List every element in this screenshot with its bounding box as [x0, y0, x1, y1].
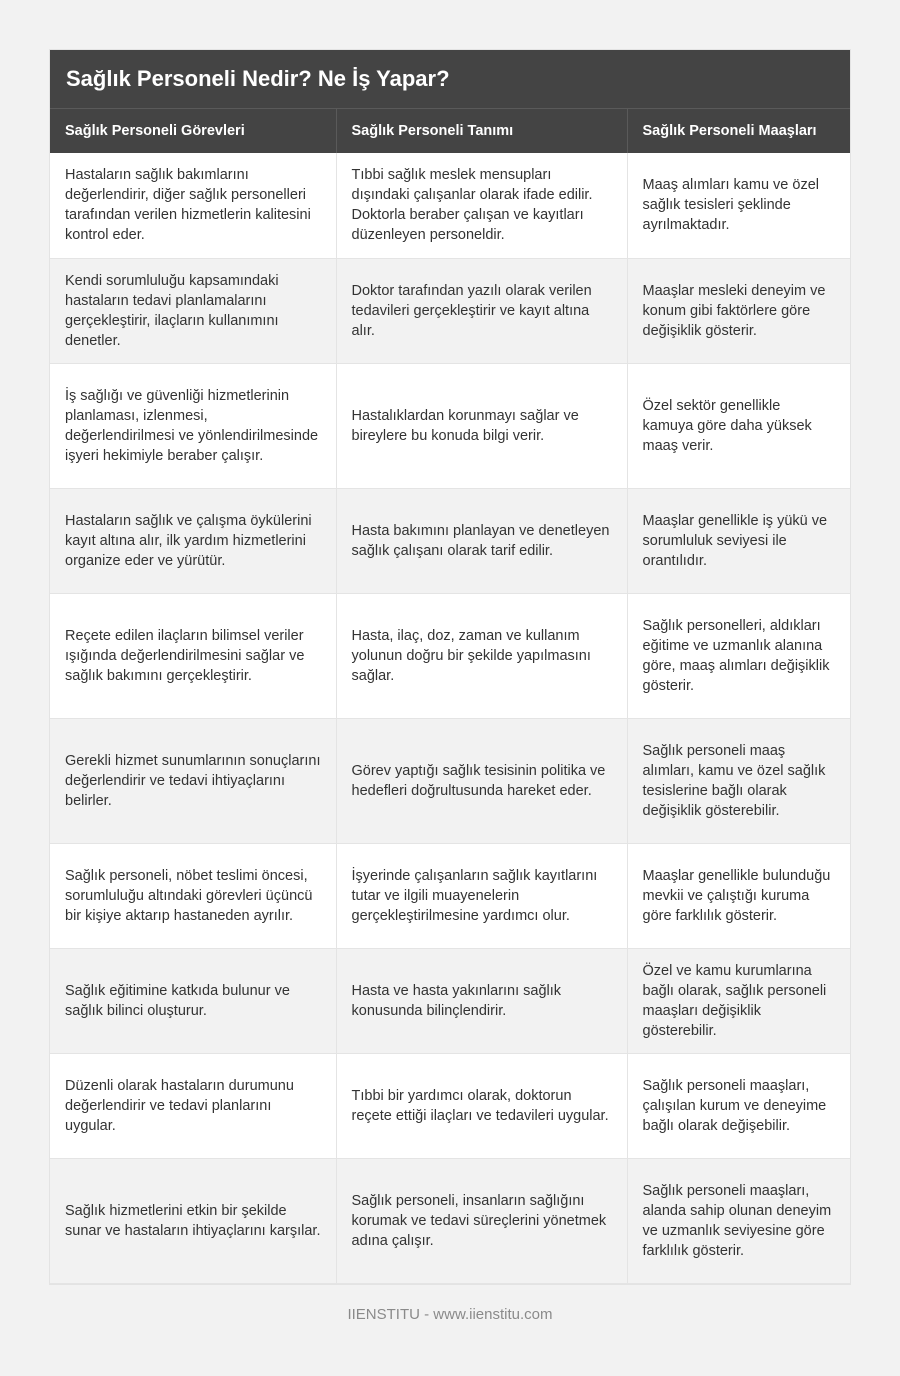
table-row	[50, 488, 850, 593]
table-row	[50, 258, 850, 363]
table-cell: Hastalıklardan korunmayı sağlar ve bireylere bu konuda bilgi verir.	[336, 363, 627, 488]
table-cell: Özel ve kamu kurumlarına bağlı olarak, sağlık personeli maaşları değişiklik gösterebilir.	[627, 948, 850, 1053]
table-cell: Hastaların sağlık bakımlarını değerlendirir, diğer sağlık personelleri tarafından verilen hizmetlerin kalitesini kontrol eder.	[50, 153, 336, 258]
table-cell: Sağlık personeli, insanların sağlığını korumak ve tedavi süreçlerini yönetmek adına çalışır.	[336, 1158, 627, 1283]
table-cell: Görev yaptığı sağlık tesisinin politika ve hedefleri doğrultusunda hareket eder.	[336, 718, 627, 843]
table-cell: Hasta ve hasta yakınlarını sağlık konusunda bilinçlendirir.	[336, 948, 627, 1053]
table-cell: Tıbbi sağlık meslek mensupları dışındaki çalışanlar olarak ifade edilir. Doktorla beraber çalışan ve kayıtları düzenleyen personeldir.	[336, 153, 627, 258]
table-cell: Sağlık personeli maaş alımları, kamu ve özel sağlık tesislerine bağlı olarak değişiklik gösterebilir.	[627, 718, 850, 843]
table-cell: Sağlık personeli maaşları, alanda sahip olunan deneyim ve uzmanlık seviyesine göre farklılık gösterir.	[627, 1158, 850, 1283]
table-cell: Reçete edilen ilaçların bilimsel veriler ışığında değerlendirilmesini sağlar ve sağlık bakımını gerçekleştirir.	[50, 593, 336, 718]
footer-credit: IIENSTITU - www.iienstitu.com	[347, 1306, 553, 1323]
table-row	[50, 1053, 850, 1158]
info-table	[50, 108, 850, 1284]
table-cell: Sağlık personeli, nöbet teslimi öncesi, sorumluluğu altındaki görevleri üçüncü bir kişiye aktarıp hastaneden ayrılır.	[50, 843, 336, 948]
table-row	[50, 843, 850, 948]
table-cell: İşyerinde çalışanların sağlık kayıtlarını tutar ve ilgili muayenelerin gerçekleştirilmesine yardımcı olur.	[336, 843, 627, 948]
page-title: Sağlık Personeli Nedir? Ne İş Yapar?	[50, 50, 850, 108]
table-cell: Sağlık hizmetlerini etkin bir şekilde sunar ve hastaların ihtiyaçlarını karşılar.	[50, 1158, 336, 1283]
table-cell: Hasta, ilaç, doz, zaman ve kullanım yolunun doğru bir şekilde yapılmasını sağlar.	[336, 593, 627, 718]
column-header: Sağlık Personeli Görevleri	[50, 109, 336, 154]
table-cell: Sağlık eğitimine katkıda bulunur ve sağlık bilinci oluşturur.	[50, 948, 336, 1053]
table-row	[50, 718, 850, 843]
table-cell: Maaşlar genellikle bulunduğu mevkii ve çalıştığı kuruma göre farklılık gösterir.	[627, 843, 850, 948]
table-cell: Gerekli hizmet sunumlarının sonuçlarını değerlendirir ve tedavi ihtiyaçlarını belirler.	[50, 718, 336, 843]
table-cell: Doktor tarafından yazılı olarak verilen tedavileri gerçekleştirir ve kayıt altına alır.	[336, 258, 627, 363]
table-cell: Tıbbi bir yardımcı olarak, doktorun reçete ettiği ilaçları ve tedavileri uygular.	[336, 1053, 627, 1158]
table-row	[50, 1158, 850, 1283]
table-cell: Sağlık personeli maaşları, çalışılan kurum ve deneyime bağlı olarak değişebilir.	[627, 1053, 850, 1158]
table-cell: Maaşlar genellikle iş yükü ve sorumluluk seviyesi ile orantılıdır.	[627, 488, 850, 593]
table-cell: Hasta bakımını planlayan ve denetleyen sağlık çalışanı olarak tarif edilir.	[336, 488, 627, 593]
column-header: Sağlık Personeli Maaşları	[627, 109, 850, 154]
content-card	[50, 50, 850, 1284]
table-cell: Sağlık personelleri, aldıkları eğitime ve uzmanlık alanına göre, maaş alımları değişiklik gösterir.	[627, 593, 850, 718]
table-cell: Hastaların sağlık ve çalışma öykülerini kayıt altına alır, ilk yardım hizmetlerini organize eder ve yürütür.	[50, 488, 336, 593]
table-cell: Özel sektör genellikle kamuya göre daha yüksek maaş verir.	[627, 363, 850, 488]
table-cell: Kendi sorumluluğu kapsamındaki hastaların tedavi planlamalarını gerçekleştirir, ilaçların kullanımını denetler.	[50, 258, 336, 363]
table-row	[50, 363, 850, 488]
table-cell: İş sağlığı ve güvenliği hizmetlerinin planlaması, izlenmesi, değerlendirilmesi ve yönlendirilmesinde işyeri hekimiyle beraber çalışır.	[50, 363, 336, 488]
table-cell: Düzenli olarak hastaların durumunu değerlendirir ve tedavi planlarını uygular.	[50, 1053, 336, 1158]
column-header: Sağlık Personeli Tanımı	[336, 109, 627, 154]
table-row	[50, 593, 850, 718]
table-cell: Maaş alımları kamu ve özel sağlık tesisleri şeklinde ayrılmaktadır.	[627, 153, 850, 258]
table-row	[50, 153, 850, 258]
table-header-row	[50, 109, 850, 154]
table-row	[50, 948, 850, 1053]
table-cell: Maaşlar mesleki deneyim ve konum gibi faktörlere göre değişiklik gösterir.	[627, 258, 850, 363]
